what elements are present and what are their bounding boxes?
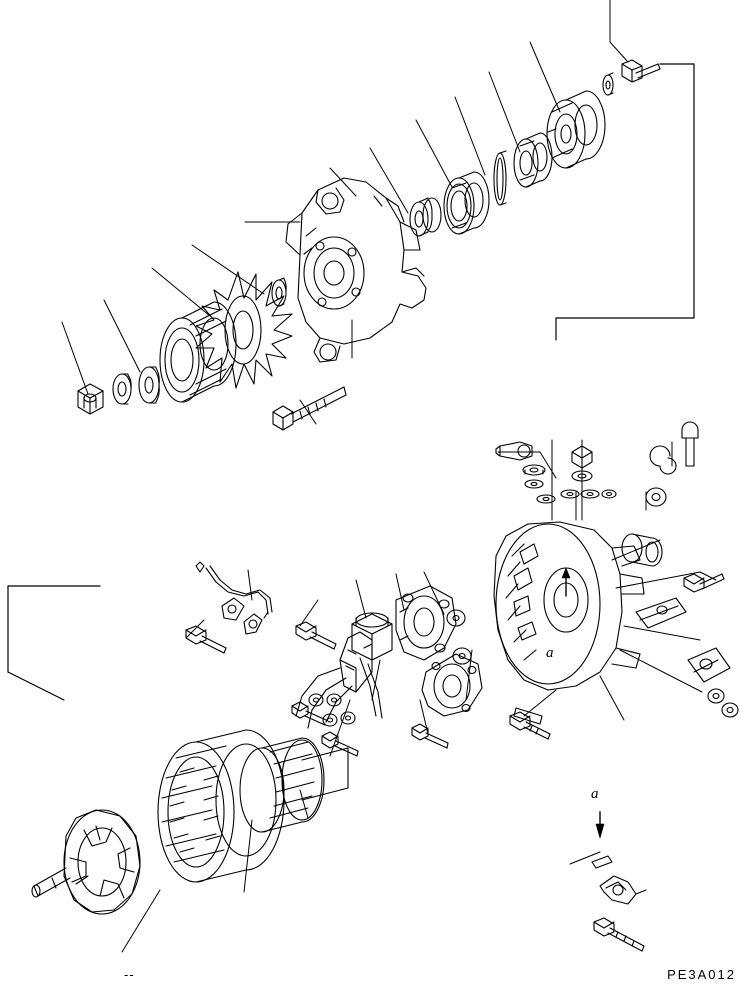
stator-part — [158, 730, 284, 882]
lower-frame-lines — [8, 586, 100, 700]
lower-housing-plate — [514, 708, 542, 724]
bushing-part — [622, 534, 662, 566]
lead-wire-part — [196, 562, 272, 634]
screw-lower-mid — [412, 724, 448, 748]
callout-a-lower: a — [591, 786, 599, 802]
rear-end-bracket-part — [494, 522, 644, 690]
terminal-washer-stack — [523, 465, 555, 503]
spacer-ring-part — [272, 278, 286, 306]
shaft-collar-part — [410, 198, 441, 236]
terminal-lug-part — [496, 442, 532, 460]
rotor-part — [240, 738, 348, 832]
ball-bearing-part — [444, 172, 489, 234]
lead-screw-left — [186, 626, 226, 653]
mounting-plate-part — [688, 648, 730, 682]
screw-lower-left — [322, 732, 358, 756]
plain-washer-right — [646, 488, 666, 506]
callout-arrow-lower — [570, 812, 604, 864]
flat-washer-part — [139, 367, 159, 403]
hex-nut-part — [78, 384, 103, 414]
pulley-part — [160, 302, 236, 402]
upper-washer-part — [603, 73, 613, 95]
clamp-bolt-part — [594, 918, 644, 951]
upper-bolt-part — [622, 60, 660, 82]
slip-ring-end-part — [32, 810, 140, 914]
washer-near-rectifier — [447, 610, 471, 664]
upper-nut-stack — [561, 446, 616, 498]
rectifier-plate-part — [396, 586, 456, 660]
o-ring-part — [494, 151, 506, 205]
drive-end-frame-part — [286, 178, 426, 362]
callout-a-upper: a — [546, 645, 554, 661]
page-number-label: -- — [124, 967, 135, 982]
spring-washer-part — [113, 374, 131, 404]
round-head-bolt-part — [682, 422, 698, 466]
bearing-part — [514, 133, 552, 187]
bracket-bolt-right — [684, 574, 724, 592]
brush-holder-part — [340, 632, 372, 692]
part-code-label: PE3A012 — [667, 967, 736, 982]
clamp-part — [600, 876, 646, 904]
cooling-fan-part — [196, 272, 292, 388]
lower-leader-lines — [122, 440, 716, 952]
lead-screw-mid — [296, 622, 336, 649]
bracket-washer-right — [708, 689, 738, 717]
through-bolt-part — [273, 387, 346, 430]
upper-leader-lines — [62, 0, 628, 424]
mounting-bracket-part — [636, 598, 686, 628]
rectifier-lower-plate-part — [422, 654, 482, 716]
clamp-washer-part — [592, 856, 612, 868]
